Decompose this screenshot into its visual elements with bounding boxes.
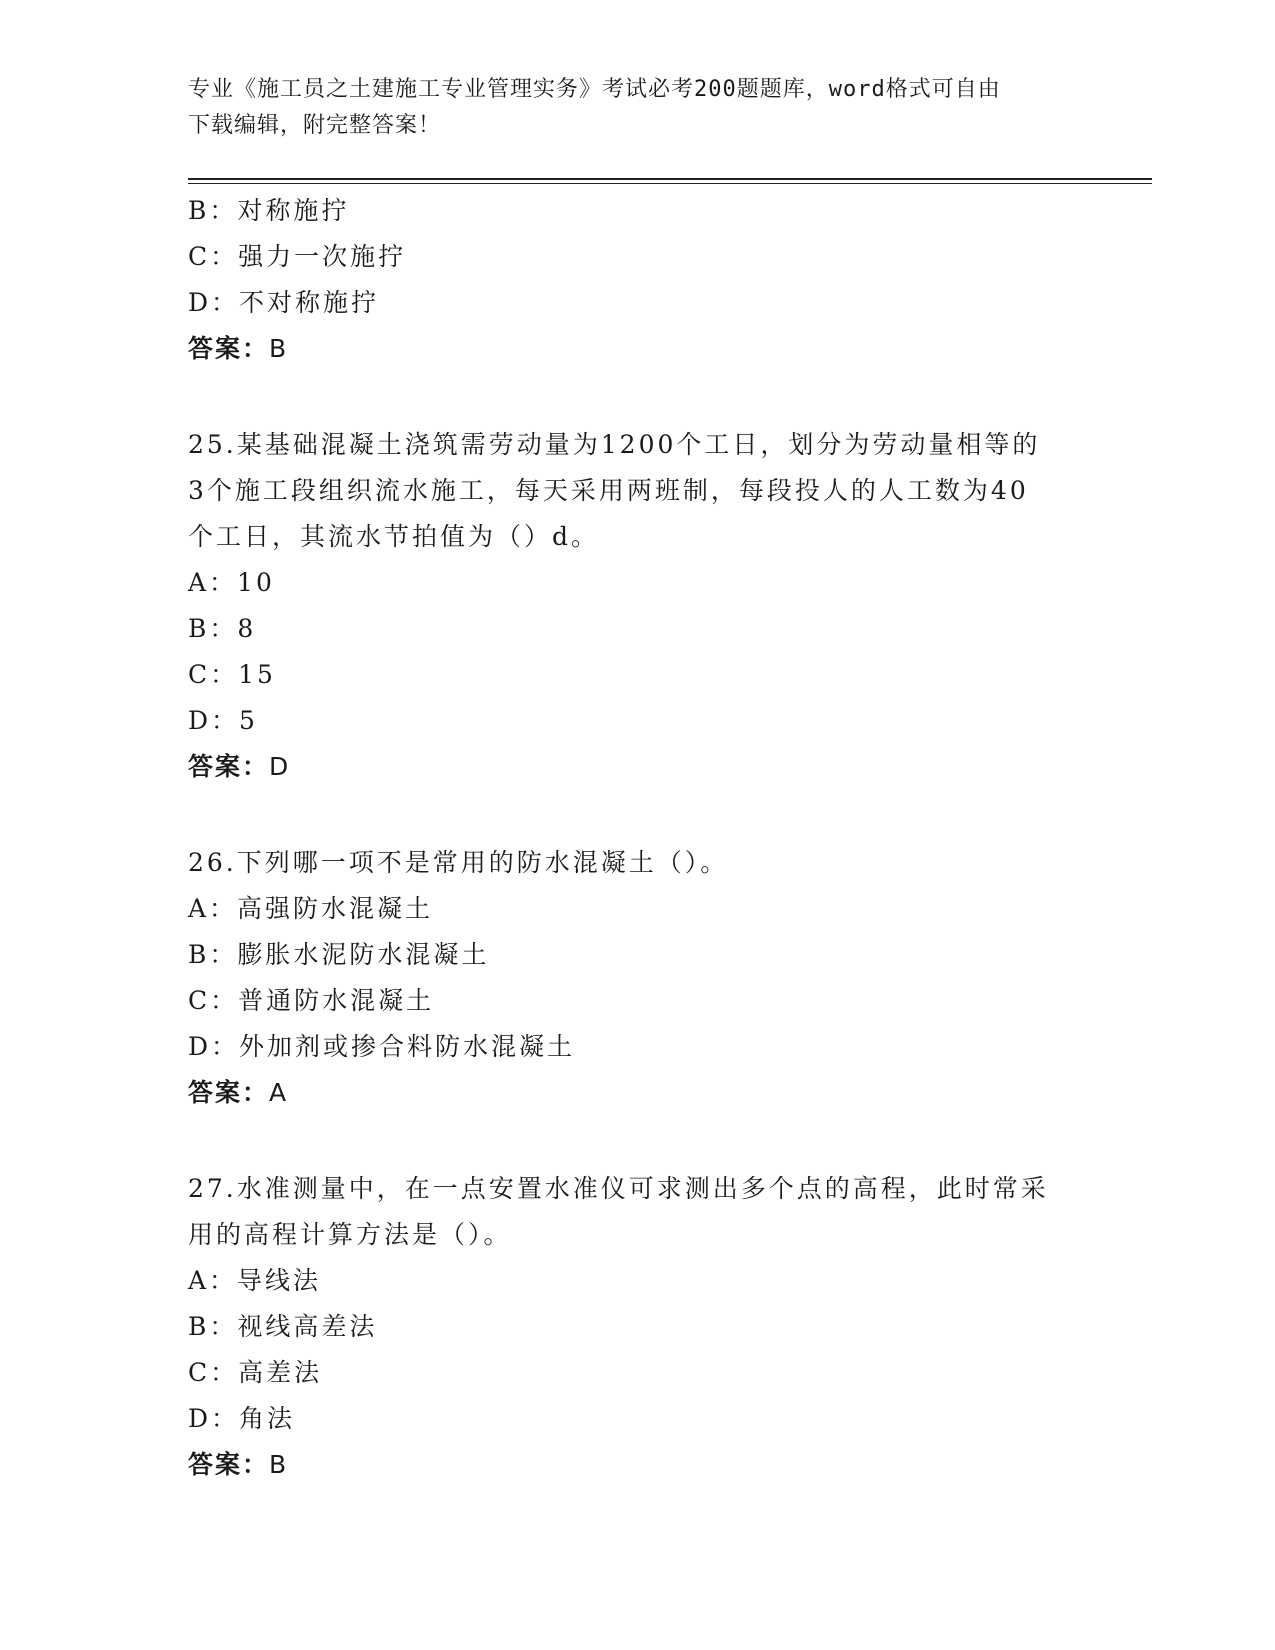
stem-line: 用的高程计算方法是（）。 — [188, 1220, 512, 1249]
option-c: C：强力一次施拧 — [188, 242, 407, 271]
option-d: D：外加剂或掺合料防水混凝土 — [188, 1032, 576, 1061]
question-stem — [188, 422, 1068, 560]
answer-value: B — [269, 334, 289, 363]
question-block-26 — [188, 840, 1088, 1116]
option-b: B：8 — [188, 614, 257, 643]
answer-line — [188, 1442, 1088, 1488]
option-d: D：不对称施拧 — [188, 288, 380, 317]
stem-line: 个工日，其流水节拍值为（）d。 — [188, 522, 600, 551]
header-divider-thin — [188, 183, 1152, 184]
answer-line — [188, 326, 1088, 372]
stem-line: 26.下列哪一项不是常用的防水混凝土（）。 — [188, 848, 729, 877]
question-stem — [188, 840, 1068, 886]
header-divider-thick — [188, 178, 1152, 180]
document-header — [188, 72, 1088, 144]
option-d: D：5 — [188, 706, 258, 735]
question-stem — [188, 1166, 1068, 1258]
answer-label: 答案： — [188, 1078, 270, 1107]
question-block-25 — [188, 422, 1088, 790]
option-b: B：对称施拧 — [188, 196, 350, 225]
option-a: A：10 — [188, 568, 275, 597]
option-c: C：普通防水混凝土 — [188, 986, 435, 1015]
answer-label: 答案： — [188, 1450, 270, 1479]
question-block-24 — [188, 188, 1088, 372]
stem-line: 27.水准测量中，在一点安置水准仪可求测出多个点的高程，此时常采 — [188, 1174, 1049, 1203]
answer-value: B — [269, 1450, 289, 1479]
option-a: A：高强防水混凝土 — [188, 894, 434, 923]
stem-line: 25.某基础混凝土浇筑需劳动量为1200个工日，划分为劳动量相等的 — [188, 430, 1041, 459]
document-body — [188, 188, 1088, 1488]
option-c: C：高差法 — [188, 1358, 323, 1387]
option-d: D：角法 — [188, 1404, 296, 1433]
option-a: A：导线法 — [188, 1266, 322, 1295]
header-line-1: 专业《施工员之土建施工专业管理实务》考试必考200题题库，word格式可自由 — [188, 77, 1001, 102]
answer-line — [188, 744, 1088, 790]
option-c: C：15 — [188, 660, 276, 689]
answer-label: 答案： — [188, 752, 270, 781]
option-b: B：视线高差法 — [188, 1312, 378, 1341]
header-line-2: 下载编辑，附完整答案！ — [188, 113, 442, 138]
question-block-27 — [188, 1166, 1088, 1488]
answer-label: 答案： — [188, 334, 270, 363]
answer-line — [188, 1070, 1088, 1116]
stem-line: 3个施工段组织流水施工，每天采用两班制，每段投人的人工数为40 — [188, 476, 1029, 505]
option-b: B：膨胀水泥防水混凝土 — [188, 940, 490, 969]
answer-value: D — [269, 752, 291, 781]
answer-value: A — [269, 1078, 289, 1107]
